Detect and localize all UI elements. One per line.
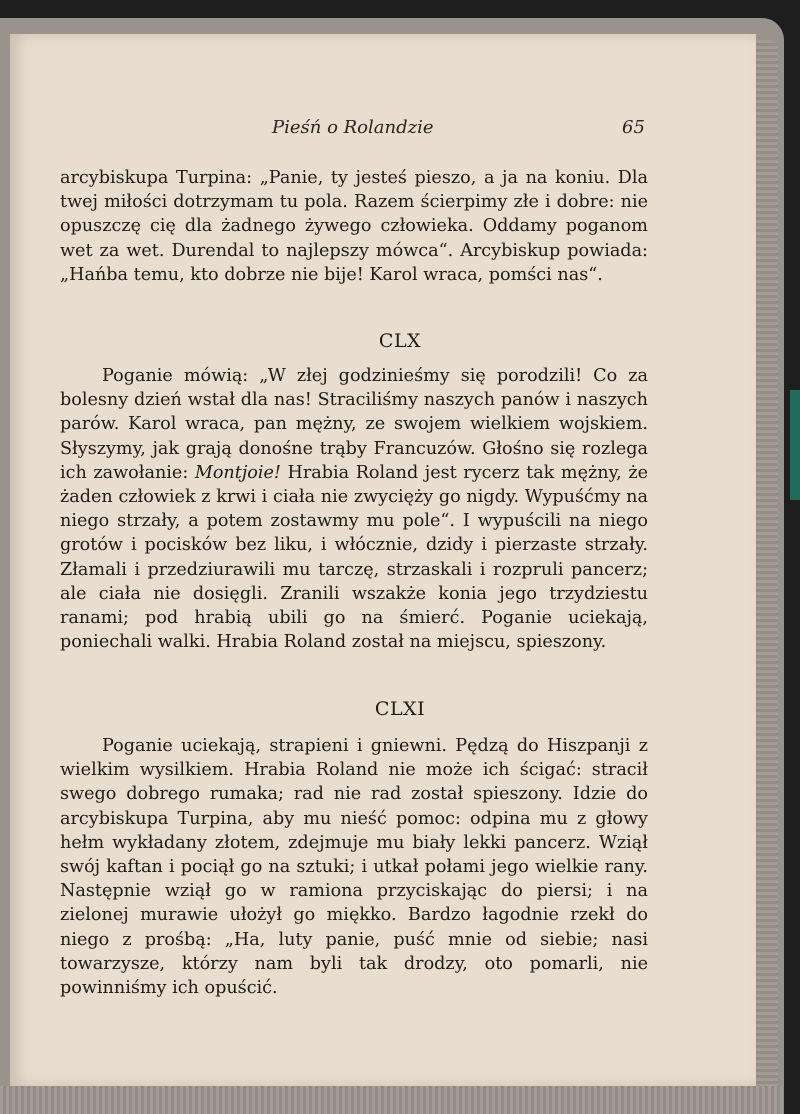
battle-cry: Montjoie! xyxy=(194,462,281,483)
chapter-clxi-text: Poganie uciekają, strapieni i gniewni. Pędzą do Hiszpanji z wielkim wysilkiem. Hrabia Roland nie może ich ścigać: stracił swego dobrego rumaka; rad nie rad został spieszony. Idzie do arcybiskupa Turpina, aby mu nieść pomoc: odpina mu z głowy hełm wykładany złotem, zdejmuje mu biały lekki pancerz. Wziął swój kaftan i pociął go na sztuki; i utkał połami jego wielkie rany. Następnie wziął go w ramiona przyciskając do piersi; i na zielonej murawie ułożył go miękko. Bardzo łagodnie rzekł do niego z prośbą: „Ha, luty panie, puść mnie od siebie; nasi towarzysze, którzy nam byli tak drodzy, oto pomarli, nie powinniśmy ich opuścić. xyxy=(60,736,648,999)
chapter-clx-text xyxy=(60,364,648,654)
running-title: Pieśń o Rolandzie xyxy=(272,117,434,138)
background-object xyxy=(790,390,800,500)
chapter-heading-clxi: CLXI xyxy=(374,698,426,720)
cover-bottom-band xyxy=(0,1086,784,1114)
page-number: 65 xyxy=(622,117,645,138)
page-header xyxy=(0,117,800,141)
intro-paragraph: arcybiskupa Turpina: „Panie, ty jesteś pieszo, a ja na koniu. Dla twej miłości dotrzymam tu pola. Razem ścierpimy złe i dobre: nie opuszczę cię dla żadnego żywego człowieka. Oddamy poganom wet za wet. Durendal to najlepszy mówca“. Arcybiskup powiada: „Hańba temu, kto dobrze nie bije! Karol wraca, pomści nas“. xyxy=(60,168,648,285)
chapter-clx-text-part1: Poganie mówią: „W złej godzinieśmy się porodzili! Co za bolesny dzień wstał dla nas! Straciliśmy naszych panów i naszych parów. Karol wraca, pan mężny, ze swojem wielkiem wojskiem. Słyszymy, jak grają donośne trąby Francuzów. Głośno się rozlega ich zawołanie: xyxy=(60,366,648,483)
chapter-clx-text-part2: Hrabia Roland jest rycerz tak mężny, że żaden człowiek z krwi i ciała nie zwycięży go nigdy. Wypuśćmy na niego strzały, a potem zostawmy mu pole“. I wypuścili na niego grotów i pocisków bez liku, i włócznie, dzidy i pierzaste strzały. Złamali i przedziurawili mu tarczę, strzaskali i rozpruli pancerz; ale ciała nie dosięgli. Zranili wszakże konia jego trzydziestu ranami; pod hrabią ubili go na śmierć. Poganie uciekają, poniechali walki. Hrabia Roland został na miejscu, spieszony. xyxy=(60,462,649,653)
chapter-heading-clx: CLX xyxy=(378,330,422,352)
